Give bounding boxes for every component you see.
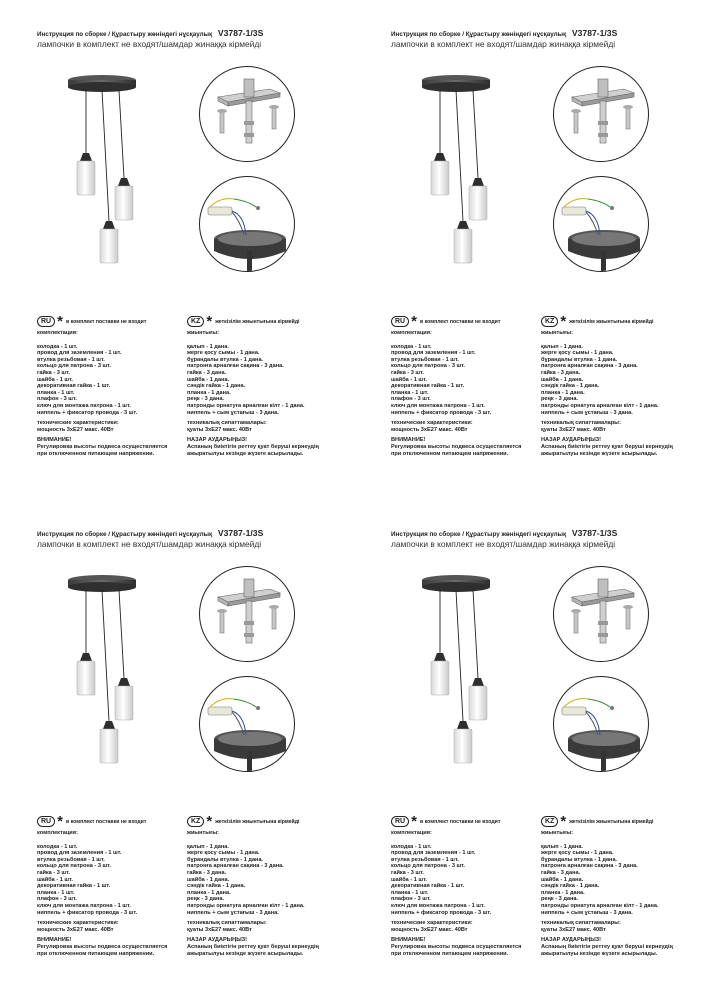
ru-kit-item: кольцо для патрона - 3 шт.: [37, 363, 111, 370]
ru-warning-line: Регулировка высоты подвеса осуществляется: [37, 943, 168, 950]
kz-kit-item: ниппель + сым ұстағыш - 3 дана.: [541, 409, 633, 416]
ru-kit-item: декоративная гайка - 1 шт.: [391, 883, 465, 890]
ru-column: [391, 830, 541, 957]
kz-kit-item: патронды орнатуға арналған кілт - 1 дана.: [541, 902, 659, 909]
canopy-wiring-illustration: [553, 176, 649, 272]
pendant-lamp-illustration: [57, 568, 147, 768]
kz-kit-item: сәндік гайка - 1 дана.: [187, 383, 246, 390]
ru-badge: RU: [37, 816, 55, 827]
asterisk-icon: *: [57, 812, 63, 830]
kz-warning-line: ажыратылуы кезінде жүзеге асырылады.: [541, 450, 658, 457]
ru-kit-item: гайка - 3 шт.: [391, 369, 424, 376]
kz-kit-item: ниппель + сым ұстағыш - 3 дана.: [541, 909, 633, 916]
ru-not-included-text: в комплект поставки не входит: [65, 818, 147, 825]
ru-kit-item: втулка резьбовая - 1 шт.: [391, 856, 459, 863]
kz-badge: KZ: [541, 816, 558, 827]
ru-kit-item: шайба - 1 шт.: [391, 376, 427, 383]
ru-kit-item: планка - 1 шт.: [391, 889, 429, 896]
canopy-wiring-illustration: [199, 676, 295, 772]
ru-tech-value: мощность 3xE27 макс. 40Вт: [37, 426, 114, 433]
ru-badge: RU: [37, 316, 55, 327]
ru-tech-value: мощность 3xE27 макс. 40Вт: [37, 926, 114, 933]
ru-kit-item: ниппель + фиксатор провода - 3 шт.: [37, 909, 138, 916]
ru-header: [37, 313, 146, 331]
ru-items-list: [391, 844, 541, 917]
ru-kit-item: кольцо для патрона - 3 шт.: [391, 863, 465, 870]
bulbs-not-included-note: лампочки в комплект не входят/шамдар жинаққа кірмейді: [37, 39, 262, 49]
kz-warning-line: Аспаның биіктігін реттеу қуат беруші кернеудің: [187, 943, 319, 950]
ru-kit-item: колодка - 1 шт.: [37, 343, 78, 350]
kz-column: [187, 830, 357, 957]
kz-kit-item: қалып - 1 дана.: [541, 843, 583, 850]
instruction-sheet-bottom-right: [391, 500, 707, 1000]
kz-kit-item: патронды орнатуға арналған кілт - 1 дана.: [541, 402, 659, 409]
kz-kit-item: сәндік гайка - 1 дана.: [541, 883, 600, 890]
ru-tech-value: мощность 3xE27 макс. 40Вт: [391, 926, 468, 933]
kz-warning-line: Аспаның биіктігін реттеу қуат беруші кернеудің: [541, 943, 673, 950]
ru-items-list: [37, 344, 187, 417]
ru-kit-item: втулка резьбовая - 1 шт.: [37, 856, 105, 863]
ru-warning-line: Регулировка высоты подвеса осуществляется: [391, 443, 522, 450]
instruction-title: [37, 528, 263, 538]
ru-kit-item: ключ для монтажа патрона - 1 шт.: [391, 902, 485, 909]
kz-warning-line: ажыратылуы кезінде жүзеге асырылады.: [541, 950, 658, 957]
kz-warning-line: ажыратылуы кезінде жүзеге асырылады.: [187, 950, 304, 957]
bulbs-not-included-note: лампочки в комплект не входят/шамдар жинаққа кірмейді: [37, 539, 262, 549]
mounting-bracket-illustration: [553, 66, 649, 162]
ru-kit-item: декоративная гайка - 1 шт.: [37, 383, 111, 390]
kz-kit-item: реңк - 3 дана.: [541, 896, 579, 903]
mounting-bracket-illustration: [199, 566, 295, 662]
model-number: V3787-1/3S: [571, 528, 618, 538]
ru-warning-heading: ВНИМАНИЕ!: [37, 437, 72, 444]
ru-header: [37, 813, 146, 831]
kz-kit-item: реңк - 3 дана.: [187, 896, 225, 903]
asterisk-icon: *: [206, 812, 213, 830]
kz-kit-item: патронға арналған сақина - 3 дана.: [541, 863, 638, 870]
pendant-lamp-illustration: [411, 568, 501, 768]
ru-kit-item: плафон - 3 шт.: [37, 396, 77, 403]
kz-kit-item: реңк - 3 дана.: [187, 396, 225, 403]
ru-kit-item: провод для заземления - 1 шт.: [391, 850, 476, 857]
kz-kit-item: шайба - 1 дана.: [541, 376, 584, 383]
ru-kit-item: планка - 1 шт.: [391, 389, 429, 396]
title-text: Инструкция по сборке / Құрастыру жөніндегі нұсқаулық: [391, 31, 567, 38]
kz-header: [541, 313, 653, 331]
ru-kit-item: ниппель + фиксатор провода - 3 шт.: [391, 909, 492, 916]
ru-kit-item: ключ для монтажа патрона - 1 шт.: [37, 402, 131, 409]
mounting-bracket-illustration: [199, 66, 295, 162]
kz-warning-line: ажыратылуы кезінде жүзеге асырылады.: [187, 450, 304, 457]
kz-items-list: [541, 344, 707, 417]
kz-kit-item: қалып - 1 дана.: [187, 843, 229, 850]
ru-kit-item: плафон - 3 шт.: [391, 396, 431, 403]
kz-kit-item: гайка - 3 дана.: [541, 869, 581, 876]
ru-not-included-text: в комплект поставки не входит: [419, 318, 501, 325]
kz-kit-item: планка - 1 дана.: [187, 389, 231, 396]
kz-kit-heading: жиынтығы:: [541, 330, 574, 336]
ru-kit-item: колодка - 1 шт.: [391, 843, 432, 850]
ru-badge: RU: [391, 816, 409, 827]
kz-warning-heading: НАЗАР АУДАРЫҢЫЗ!: [187, 937, 248, 944]
kz-kit-item: патронға арналған сақина - 3 дана.: [187, 363, 284, 370]
ru-warning-line: Регулировка высоты подвеса осуществляется: [391, 943, 522, 950]
asterisk-icon: *: [57, 312, 63, 330]
ru-kit-heading: комплектация:: [37, 830, 78, 836]
ru-warning-heading: ВНИМАНИЕ!: [37, 937, 72, 944]
kz-column: [187, 330, 357, 457]
kz-kit-item: гайка - 3 дана.: [541, 369, 581, 376]
kz-kit-item: бұрандалы втулка - 1 дана.: [187, 356, 264, 363]
title-text: Инструкция по сборке / Құрастыру жөніндегі нұсқаулық: [37, 531, 213, 538]
kz-kit-item: гайка - 3 дана.: [187, 869, 227, 876]
ru-kit-item: ниппель + фиксатор провода - 3 шт.: [391, 409, 492, 416]
kz-tech-value: қуаты 3xE27 макс. 40Вт: [541, 426, 606, 433]
pendant-lamp-illustration: [57, 68, 147, 268]
ru-kit-item: планка - 1 шт.: [37, 389, 75, 396]
ru-kit-item: декоративная гайка - 1 шт.: [391, 383, 465, 390]
kz-badge: KZ: [187, 816, 204, 827]
instruction-sheet-top-left: [37, 0, 390, 500]
ru-kit-item: провод для заземления - 1 шт.: [391, 350, 476, 357]
ru-kit-item: гайка - 3 шт.: [37, 369, 70, 376]
kz-not-included-text: жеткізілім жиынтығына кірмейді: [569, 318, 654, 325]
ru-kit-item: плафон - 3 шт.: [391, 896, 431, 903]
kz-kit-item: гайка - 3 дана.: [187, 369, 227, 376]
kz-column: [541, 830, 707, 957]
ru-kit-item: шайба - 1 шт.: [37, 876, 73, 883]
model-number: V3787-1/3S: [217, 28, 264, 38]
kz-header: [187, 313, 299, 331]
kz-warning-heading: НАЗАР АУДАРЫҢЫЗ!: [541, 437, 602, 444]
ru-warning-line: Регулировка высоты подвеса осуществляется: [37, 443, 168, 450]
asterisk-icon: *: [411, 312, 417, 330]
kz-tech-value: қуаты 3xE27 макс. 40Вт: [187, 926, 252, 933]
pendant-lamp-illustration: [411, 68, 501, 268]
asterisk-icon: *: [560, 812, 567, 830]
kz-column: [541, 330, 707, 457]
kz-items-list: [187, 844, 357, 917]
kz-kit-item: жерге қосу сымы - 1 дана.: [187, 350, 260, 357]
instruction-title: [391, 28, 617, 38]
kz-tech-heading: техникалық сипаттамалары:: [541, 920, 621, 927]
bulbs-not-included-note: лампочки в комплект не входят/шамдар жинаққа кірмейді: [391, 539, 616, 549]
kz-kit-item: планка - 1 дана.: [541, 389, 585, 396]
ru-not-included-text: в комплект поставки не входит: [65, 318, 147, 325]
canopy-wiring-illustration: [199, 176, 295, 272]
kz-badge: KZ: [187, 316, 204, 327]
ru-column: [37, 830, 187, 957]
ru-column: [37, 330, 187, 457]
ru-kit-item: кольцо для патрона - 3 шт.: [37, 863, 111, 870]
ru-kit-item: ключ для монтажа патрона - 1 шт.: [37, 902, 131, 909]
kz-kit-item: шайба - 1 дана.: [187, 376, 230, 383]
ru-kit-item: ключ для монтажа патрона - 1 шт.: [391, 402, 485, 409]
kz-tech-heading: техникалық сипаттамалары:: [187, 920, 267, 927]
ru-items-list: [37, 844, 187, 917]
ru-badge: RU: [391, 316, 409, 327]
instruction-sheet-bottom-left: [37, 500, 390, 1000]
bulbs-not-included-note: лампочки в комплект не входят/шамдар жинаққа кірмейді: [391, 39, 616, 49]
ru-not-included-text: в комплект поставки не входит: [419, 818, 501, 825]
ru-kit-item: втулка резьбовая - 1 шт.: [37, 356, 105, 363]
kz-kit-item: планка - 1 дана.: [187, 889, 231, 896]
ru-kit-item: ниппель + фиксатор провода - 3 шт.: [37, 409, 138, 416]
mounting-bracket-illustration: [553, 566, 649, 662]
ru-warning-line: при отключенном питающем напряжении.: [391, 450, 509, 457]
ru-tech-heading: технические характеристики:: [391, 420, 473, 427]
ru-warning-line: при отключенном питающем напряжении.: [391, 950, 509, 957]
kz-kit-heading: жиынтығы:: [187, 830, 220, 836]
ru-warning-line: при отключенном питающем напряжении.: [37, 450, 155, 457]
kz-warning-heading: НАЗАР АУДАРЫҢЫЗ!: [187, 437, 248, 444]
asterisk-icon: *: [411, 812, 417, 830]
kz-tech-heading: техникалық сипаттамалары:: [187, 420, 267, 427]
ru-kit-item: декоративная гайка - 1 шт.: [37, 883, 111, 890]
instruction-title: [37, 28, 263, 38]
kz-not-included-text: жеткізілім жиынтығына кірмейді: [569, 818, 654, 825]
ru-kit-item: колодка - 1 шт.: [37, 843, 78, 850]
kz-kit-item: патронға арналған сақина - 3 дана.: [187, 863, 284, 870]
ru-kit-item: планка - 1 шт.: [37, 889, 75, 896]
kz-kit-item: бұрандалы втулка - 1 дана.: [187, 856, 264, 863]
kz-kit-item: жерге қосу сымы - 1 дана.: [187, 850, 260, 857]
ru-kit-heading: комплектация:: [37, 330, 78, 336]
kz-items-list: [187, 344, 357, 417]
ru-tech-heading: технические характеристики:: [391, 920, 473, 927]
kz-kit-item: сәндік гайка - 1 дана.: [541, 383, 600, 390]
ru-warning-heading: ВНИМАНИЕ!: [391, 937, 426, 944]
ru-kit-item: шайба - 1 шт.: [37, 376, 73, 383]
kz-kit-item: ниппель + сым ұстағыш - 3 дана.: [187, 409, 279, 416]
title-text: Инструкция по сборке / Құрастыру жөніндегі нұсқаулық: [37, 31, 213, 38]
model-number: V3787-1/3S: [217, 528, 264, 538]
ru-header: [391, 313, 500, 331]
kz-kit-item: патронды орнатуға арналған кілт - 1 дана.: [187, 402, 305, 409]
ru-warning-line: при отключенном питающем напряжении.: [37, 950, 155, 957]
ru-tech-heading: технические характеристики:: [37, 420, 119, 427]
kz-not-included-text: жеткізілім жиынтығына кірмейді: [215, 818, 300, 825]
ru-tech-heading: технические характеристики:: [37, 920, 119, 927]
ru-column: [391, 330, 541, 457]
kz-kit-item: қалып - 1 дана.: [187, 343, 229, 350]
instruction-sheet-top-right: [391, 0, 707, 500]
kz-kit-item: сәндік гайка - 1 дана.: [187, 883, 246, 890]
kz-warning-heading: НАЗАР АУДАРЫҢЫЗ!: [541, 937, 602, 944]
kz-badge: KZ: [541, 316, 558, 327]
kz-items-list: [541, 844, 707, 917]
kz-tech-value: қуаты 3xE27 макс. 40Вт: [187, 426, 252, 433]
canopy-wiring-illustration: [553, 676, 649, 772]
ru-kit-heading: комплектация:: [391, 330, 432, 336]
kz-kit-item: бұрандалы втулка - 1 дана.: [541, 356, 618, 363]
kz-warning-line: Аспаның биіктігін реттеу қуат беруші кернеудің: [541, 443, 673, 450]
kz-kit-heading: жиынтығы:: [187, 330, 220, 336]
kz-kit-item: шайба - 1 дана.: [187, 876, 230, 883]
ru-kit-item: провод для заземления - 1 шт.: [37, 850, 122, 857]
kz-kit-item: шайба - 1 дана.: [541, 876, 584, 883]
ru-kit-item: провод для заземления - 1 шт.: [37, 350, 122, 357]
title-text: Инструкция по сборке / Құрастыру жөніндегі нұсқаулық: [391, 531, 567, 538]
ru-kit-heading: комплектация:: [391, 830, 432, 836]
kz-tech-value: қуаты 3xE27 макс. 40Вт: [541, 926, 606, 933]
kz-kit-item: бұрандалы втулка - 1 дана.: [541, 856, 618, 863]
kz-header: [541, 813, 653, 831]
ru-kit-item: гайка - 3 шт.: [391, 869, 424, 876]
ru-items-list: [391, 344, 541, 417]
kz-tech-heading: техникалық сипаттамалары:: [541, 420, 621, 427]
ru-kit-item: кольцо для патрона - 3 шт.: [391, 363, 465, 370]
kz-kit-heading: жиынтығы:: [541, 830, 574, 836]
asterisk-icon: *: [560, 312, 567, 330]
ru-warning-heading: ВНИМАНИЕ!: [391, 437, 426, 444]
ru-kit-item: втулка резьбовая - 1 шт.: [391, 356, 459, 363]
kz-kit-item: реңк - 3 дана.: [541, 396, 579, 403]
ru-kit-item: плафон - 3 шт.: [37, 896, 77, 903]
kz-warning-line: Аспаның биіктігін реттеу қуат беруші кернеудің: [187, 443, 319, 450]
ru-kit-item: шайба - 1 шт.: [391, 876, 427, 883]
asterisk-icon: *: [206, 312, 213, 330]
ru-tech-value: мощность 3xE27 макс. 40Вт: [391, 426, 468, 433]
kz-kit-item: қалып - 1 дана.: [541, 343, 583, 350]
kz-header: [187, 813, 299, 831]
kz-kit-item: жерге қосу сымы - 1 дана.: [541, 850, 614, 857]
kz-kit-item: жерге қосу сымы - 1 дана.: [541, 350, 614, 357]
kz-kit-item: планка - 1 дана.: [541, 889, 585, 896]
kz-kit-item: патронды орнатуға арналған кілт - 1 дана.: [187, 902, 305, 909]
instruction-title: [391, 528, 617, 538]
model-number: V3787-1/3S: [571, 28, 618, 38]
kz-not-included-text: жеткізілім жиынтығына кірмейді: [215, 318, 300, 325]
ru-kit-item: гайка - 3 шт.: [37, 869, 70, 876]
kz-kit-item: патронға арналған сақина - 3 дана.: [541, 363, 638, 370]
ru-header: [391, 813, 500, 831]
ru-kit-item: колодка - 1 шт.: [391, 343, 432, 350]
kz-kit-item: ниппель + сым ұстағыш - 3 дана.: [187, 909, 279, 916]
